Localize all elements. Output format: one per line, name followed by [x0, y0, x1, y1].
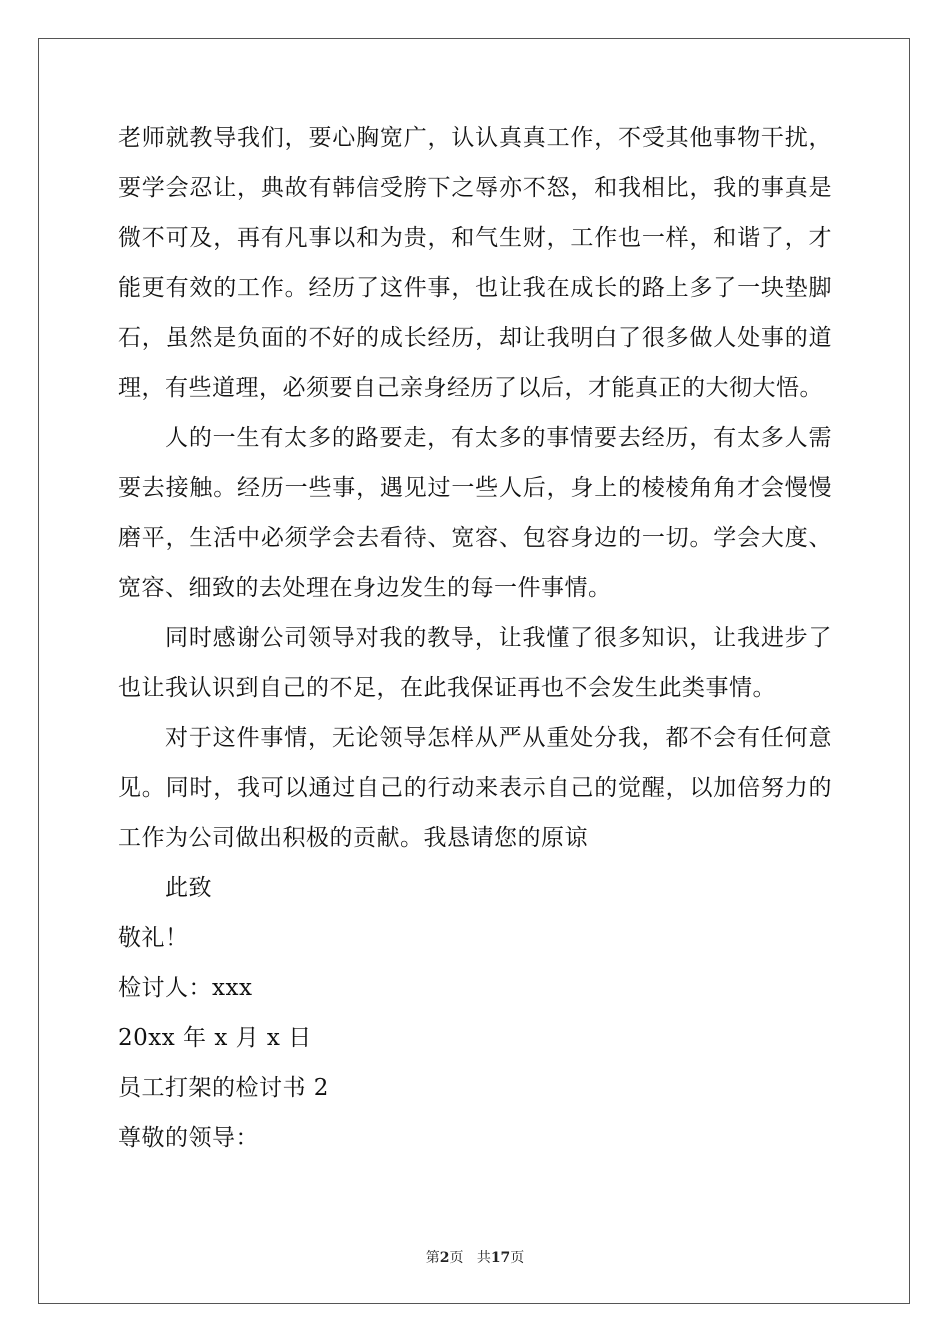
paragraph-line: 见。同时，我可以通过自己的行动来表示自己的觉醒，以加倍努力的 [118, 775, 832, 801]
paragraph-line: 对于这件事情，无论领导怎样从严从重处分我，都不会有任何意 [165, 725, 832, 751]
page-suffix: 页 [449, 1250, 464, 1266]
paragraph-line: 人的一生有太多的路要走，有太多的事情要去经历，有太多人需 [165, 425, 832, 451]
total-prefix: 共 [476, 1250, 491, 1266]
total-suffix: 页 [510, 1250, 525, 1266]
closing-regards: 敬礼！ [118, 925, 189, 951]
total-pages: 17 [490, 1250, 511, 1266]
greeting-line: 尊敬的领导： [118, 1125, 259, 1151]
signer-line: 检讨人：xxx [118, 975, 253, 1001]
paragraph-line: 石，虽然是负面的不好的成长经历，却让我明白了很多做人处事的道 [118, 325, 832, 351]
date-line: 20xx 年 x 月 x 日 [118, 1025, 312, 1051]
paragraph-line: 也让我认识到自己的不足，在此我保证再也不会发生此类事情。 [118, 675, 776, 701]
paragraph-line: 理，有些道理，必须要自己亲身经历了以后，才能真正的大彻大悟。 [118, 375, 823, 401]
section-title: 员工打架的检讨书 2 [118, 1075, 329, 1101]
paragraph-line: 同时感谢公司领导对我的教导，让我懂了很多知识，让我进步了 [165, 625, 832, 651]
closing-salutation: 此致 [165, 875, 212, 901]
page-footer [0, 1247, 950, 1267]
page-number: 2 [439, 1250, 450, 1266]
paragraph-line: 微不可及，再有凡事以和为贵，和气生财，工作也一样，和谐了，才 [118, 225, 832, 251]
paragraph-line: 要学会忍让，典故有韩信受胯下之辱亦不怒，和我相比，我的事真是 [118, 175, 832, 201]
paragraph-line: 工作为公司做出积极的贡献。我恳请您的原谅 [118, 825, 588, 851]
page-prefix: 第 [425, 1250, 440, 1266]
paragraph-line: 老师就教导我们，要心胸宽广，认认真真工作，不受其他事物干扰， [118, 125, 832, 151]
paragraph-line: 能更有效的工作。经历了这件事，也让我在成长的路上多了一块垫脚 [118, 275, 832, 301]
paragraph-line: 宽容、细致的去处理在身边发生的每一件事情。 [118, 575, 612, 601]
paragraph-line: 磨平，生活中必须学会去看待、宽容、包容身边的一切。学会大度、 [118, 525, 832, 551]
paragraph-line: 要去接触。经历一些事，遇见过一些人后，身上的棱棱角角才会慢慢 [118, 475, 832, 501]
